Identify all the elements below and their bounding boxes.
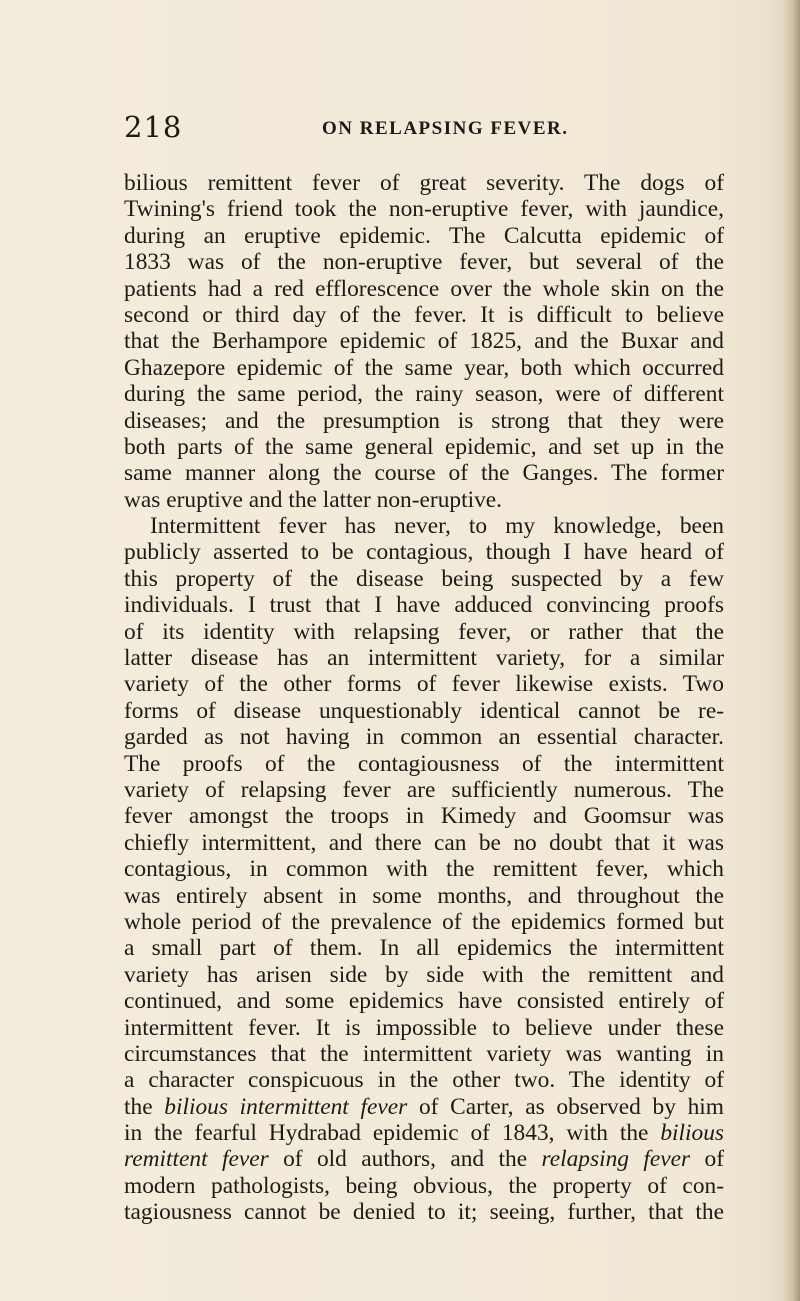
text-run: of Carter, as observed by him <box>407 1093 724 1120</box>
text-line <box>124 539 724 565</box>
text-line <box>124 1120 724 1146</box>
text-run: a character conspicuous in the other two. The identity of <box>124 1067 724 1094</box>
text-run: the <box>124 1093 165 1120</box>
running-head <box>124 110 724 150</box>
text-run: individuals. I trust that I have adduced convincing proofs <box>124 592 724 619</box>
text-line <box>124 751 724 777</box>
text-run: modern pathologists, being obvious, the property of con- <box>124 1172 724 1199</box>
text-line <box>124 276 724 302</box>
text-run: continued, and some epidemics have consisted entirely of <box>124 988 724 1015</box>
text-line <box>124 566 724 592</box>
text-run: latter disease has an intermittent variety, for a similar <box>124 645 724 672</box>
text-run: intermittent fever. It is impossible to believe under these <box>124 1014 724 1041</box>
text-run: variety has arisen side by side with the remittent and <box>124 961 724 988</box>
text-run: during an eruptive epidemic. The Calcutta epidemic of <box>124 222 724 249</box>
text-line <box>124 460 724 486</box>
text-run: variety of relapsing fever are sufficiently numerous. The <box>124 776 724 803</box>
text-line <box>124 196 724 222</box>
text-run: circumstances that the intermittent variety was wanting in <box>124 1040 724 1067</box>
text-run: was eruptive and the latter non-eruptive. <box>124 486 503 513</box>
text-line <box>124 883 724 909</box>
text-line <box>124 249 724 275</box>
text-line <box>124 988 724 1014</box>
text-run: publicly asserted to be contagious, though I have heard of <box>124 539 724 566</box>
page-number: 218 <box>124 110 183 144</box>
text-run: fever amongst the troops in Kimedy and Goomsur was <box>124 803 724 830</box>
text-line <box>124 513 724 539</box>
text-line <box>124 328 724 354</box>
text-run: in the fearful Hydrabad epidemic of 1843, with the <box>124 1120 661 1147</box>
text-line <box>124 803 724 829</box>
text-line <box>124 909 724 935</box>
text-run: that the Berhampore epidemic of 1825, and the Buxar and <box>124 328 724 355</box>
text-line <box>124 1067 724 1093</box>
text-line <box>124 1094 724 1120</box>
text-line <box>124 935 724 961</box>
text-run: forms of disease unquestionably identical cannot be re- <box>124 697 724 724</box>
text-run: tagiousness cannot be denied to it; seeing, further, that the <box>124 1199 724 1226</box>
text-run: garded as not having in common an essential character. <box>124 724 724 751</box>
text-line <box>124 170 724 196</box>
text-run: 1833 was of the non-eruptive fever, but several of the <box>124 249 724 276</box>
text-line <box>124 592 724 618</box>
text-run: of old authors, and the <box>268 1146 542 1173</box>
text-run: whole period of the prevalence of the epidemics formed but <box>124 908 724 935</box>
text-line <box>124 777 724 803</box>
text-run: Twining's friend took the non-eruptive fever, with jaundice, <box>124 196 724 223</box>
text-line <box>124 830 724 856</box>
text-line <box>124 1015 724 1041</box>
text-line <box>124 962 724 988</box>
running-title: ON RELAPSING FEVER. <box>322 118 569 139</box>
page-edge-shadow <box>782 0 800 1301</box>
italic-phrase: relapsing fever <box>541 1146 691 1173</box>
text-line <box>124 1146 724 1172</box>
text-line <box>124 355 724 381</box>
text-run: during the same period, the rainy season, were of different <box>124 381 724 408</box>
text-run: of <box>690 1146 724 1173</box>
text-run: of its identity with relapsing fever, or rather that the <box>124 618 724 645</box>
text-run: both parts of the same general epidemic, and set up in the <box>124 433 724 460</box>
text-line <box>124 724 724 750</box>
text-line <box>124 487 724 513</box>
text-run: Intermittent fever has never, to my knowledge, been <box>150 513 724 540</box>
text-line <box>124 408 724 434</box>
text-line <box>124 302 724 328</box>
text-line <box>124 645 724 671</box>
text-run: bilious remittent fever of great severity. The dogs of <box>124 170 724 196</box>
text-line <box>124 434 724 460</box>
text-line <box>124 1173 724 1199</box>
text-run: patients had a red efflorescence over the whole skin on the <box>124 275 724 302</box>
text-run: The proofs of the contagiousness of the intermittent <box>124 750 724 777</box>
text-run: diseases; and the presumption is strong that they were <box>124 407 724 434</box>
text-run: this property of the disease being suspected by a few <box>124 565 724 592</box>
italic-phrase: bilious intermittent fever <box>164 1093 408 1120</box>
text-run: a small part of them. In all epidemics the intermittent <box>124 935 724 962</box>
text-line <box>124 381 724 407</box>
text-line <box>124 223 724 249</box>
text-line <box>124 619 724 645</box>
text-run: same manner along the course of the Ganges. The former <box>124 460 724 487</box>
italic-phrase: remittent fever <box>124 1146 269 1173</box>
text-run: was entirely absent in some months, and throughout the <box>124 882 724 909</box>
italic-phrase: bilious <box>660 1120 724 1147</box>
text-run: Ghazepore epidemic of the same year, both which occurred <box>124 354 724 381</box>
text-line <box>124 1041 724 1067</box>
text-line <box>124 1199 724 1225</box>
text-run: variety of the other forms of fever likewise exists. Two <box>124 671 724 698</box>
text-run: chiefly intermittent, and there can be no doubt that it was <box>124 829 724 856</box>
text-line <box>124 856 724 882</box>
text-run: contagious, in common with the remittent fever, which <box>124 856 724 883</box>
text-line <box>124 671 724 697</box>
text-line <box>124 698 724 724</box>
body-text <box>124 170 724 1226</box>
text-run: second or third day of the fever. It is difficult to believe <box>124 301 724 328</box>
